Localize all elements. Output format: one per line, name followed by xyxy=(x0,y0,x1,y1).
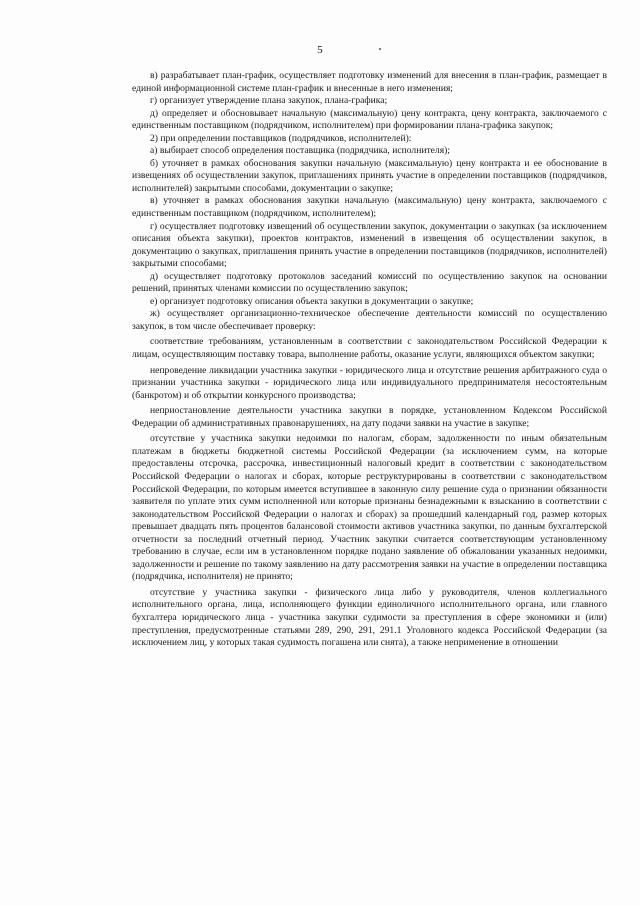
page-number: 5 xyxy=(317,44,323,56)
paragraph-liquidation: непроведение ликвидации участника закупки - юридического лица и отсутствие решения арбитражного суда о признании участника закупки - юридического лица или индивидуального предпринимателя несостоятельным (банкротом) и об открытии конкурсного производства; xyxy=(132,364,607,401)
paragraph-requirements: соответствие требованиям, установленным в соответствии с законодательством Российской Федерации к лицам, осуществляющим поставку товара, выполнение работы, оказание услуги, являющихся объектом закупки; xyxy=(132,336,607,361)
paragraph-g-approval: г) организует утверждение плана закупок, плана-графика; xyxy=(150,95,388,107)
paragraph-criminal-record: отсутствие у участника закупки - физического лица либо у руководителя, членов коллегиального исполнительного органа, лица, исполняющего функции единоличного исполнительного органа, или главного бухгалтера юридического лица - участника закупки судимости за преступления в сфере экономики и (или) преступления, предусмотренные статьями 289, 290, 291, 291.1 Уголовного кодекса Российской Федерации (за исключением лиц, у которых такая судимость погашена или снята), а также неприменение в отношении xyxy=(132,586,607,649)
paragraph-v-plan-schedule: в) разрабатывает план-график, осуществляет подготовку изменений для внесения в план-график, размещает в единой информационной системе план-график и внесенные в него изменения; xyxy=(132,70,607,94)
paragraph-tax-arrears: отсутствие у участника закупки недоимки по налогам, сборам, задолженности по иным обязательным платежам в бюджеты бюджетной системы Российской Федерации (за исключением сумм, на которые предоставлены отсрочка, рассрочка, инвестиционный налоговый кредит в соответствии с законодательством Российской Федерации о налогах и сборах, которые реструктурированы в соответствии с законодательством Российской Федерации, по которым имеется вступившее в законную силу решение суда о признании обязанности заявителя по уплате этих сумм исполненной или которые признаны безнадежными к взысканию в соответствии с законодательством Российской Федерации о налогах и сборах) за прошедший календарный год, размер которых превышает двадцать пять процентов балансовой стоимости активов участника закупки, по данным бухгалтерской отчетности за последний отчетный период. Участник закупки считается соответствующим установленному требованию в случае, если им в установленном порядке подано заявление об обжаловании указанных недоимки, задолженности и решение по такому заявлению на дату рассмотрения заявки на участие в определении поставщика (подрядчика, исполнителя) не принято; xyxy=(132,433,607,583)
paragraph-suspension: неприостановление деятельности участника закупки в порядке, установленном Кодексом Российской Федерации об административных правонарушениях, на дату подачи заявки на участие в закупке; xyxy=(132,405,607,429)
paragraph-zh-support: ж) осуществляет организационно-техническое обеспечение деятельности комиссий по осуществлению закупок, в том числе обеспечивает проверку: xyxy=(132,308,607,332)
paragraph-e-description: е) организует подготовку описания объекта закупки в документации о закупке; xyxy=(150,295,474,307)
paragraph-d-price: д) определяет и обосновывает начальную (максимальную) цену контракта, цену контракта, заключаемого с единственным поставщиком (подрядчиком, исполнителем) при формировании плана-графика закупок; xyxy=(132,107,607,132)
paragraph-d-protocols: д) осуществляет подготовку протоколов заседаний комиссий по осуществлению закупок на основании решений, принятых членами комиссии по осуществлению закупок; xyxy=(132,270,607,295)
scan-dot-mark xyxy=(379,48,381,50)
paragraph-2-supplier-determination: 2) при определении поставщиков (подрядчиков, исполнителей): xyxy=(150,132,412,144)
paragraph-v-single-supplier: в) уточняет в рамках обоснования закупки начальную (максимальную) цену контракта, заключаемого с единственным поставщиком (подрядчиком, исполнителем); xyxy=(132,195,607,220)
paragraph-b-price-justification: б) уточняет в рамках обоснования закупки начальную (максимальную) цену контракта и ее обоснование в извещениях об осуществлении закупок, приглашениях принять участие в определении поставщиков (подрядчиков, исполнителей) закрытыми способами, документации о закупке; xyxy=(132,157,607,194)
document-body xyxy=(132,70,607,650)
paragraph-a-method: а) выбирает способ определения поставщика (подрядчика, исполнителя); xyxy=(150,145,450,157)
paragraph-g-notices: г) осуществляет подготовку извещений об осуществлении закупок, документации о закупках (за исключением описания объекта закупки), проектов контрактов, изменений в извещения об осуществлении закупок, в документацию о закупках, приглашения принять участие в определении поставщиков (подрядчиков, исполнителей) закрытыми способами; xyxy=(132,220,607,270)
